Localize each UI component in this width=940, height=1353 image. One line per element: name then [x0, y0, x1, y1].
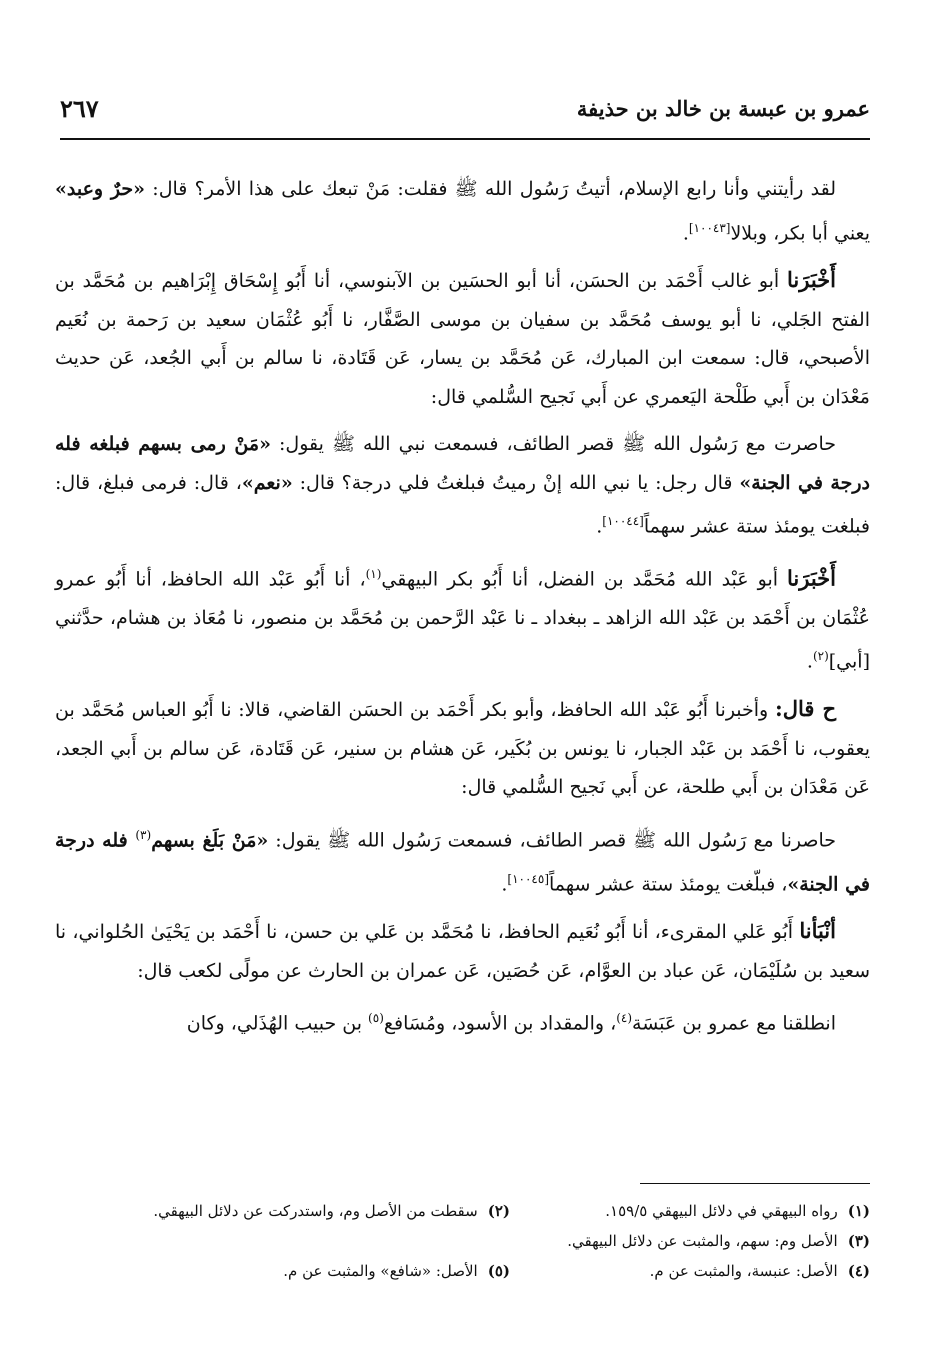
paragraph-6 — [55, 816, 870, 904]
paragraph-end: . — [501, 872, 508, 895]
paragraph-text: ، قال: فرمى فبلغ، قال: فبلغت يومئذ ستة عشر سهماً — [55, 471, 870, 538]
hadith-number: [١٠٠٤٥] — [507, 871, 550, 886]
page-header — [60, 92, 870, 136]
hadith-number: [١٠٠٤٤] — [602, 514, 644, 529]
paragraph-text: أبو غالب أَحْمَد بن الحسَن، أنا أبو الحسَين بن الآبنوسي، أنا أَبُو إِسْحَاق إِبْرَاهيم بن مُحَمَّد بن الفتح الجَلي، نا أبو يوسف مُحَمَّد بن سفيان بن موسى الصَّفَّار، نا أَبُو عُثْمَان سعيد بن رَحمة بن نُعَيم الأصبحي، قال: سمعت ابن المبارك، عَن مُحَمَّد بن يسار، عَن قَتَادة، نا سالم بن أَبي الجُعد، عَن حديث مَعْدَان بن أَبي طَلْحة اليَعمري عن أَبي نَجيح السُّلمي قال: — [55, 270, 870, 408]
paragraph-text: ، والمقداد بن الأسود، ومُسَافع — [383, 1012, 617, 1035]
footnotes — [150, 1196, 870, 1286]
paragraph-text: أَبُو عَلي المقرىء، أنا أَبُو نُعَيم الحافظ، نا مُحَمَّد بن عَلي بن حسن، نا أَحْمَد بن يَحْيَىٰ الحُلواني، نا سعيد بن سُلَيْمَان، عَن عباد بن العوَّام، عَن حُصَين، عَن عمران بن الحارث عن مولًى لكعب قال: — [55, 921, 870, 982]
paragraph-text: يعني أبا بكر، وبلالا — [730, 221, 870, 244]
paragraph-text: بن حبيب الهُذَلي، وكان — [186, 1012, 369, 1035]
isnad-keyword: أَخْبَرَنا — [787, 267, 836, 293]
footnote-text: سقطت من الأصل وم، واستدركت عن دلائل البيهقي. — [153, 1202, 478, 1220]
hadith-quote: «نعم» — [241, 471, 293, 494]
footnote-5 — [150, 1256, 510, 1286]
isnad-keyword: أَخْبَرَنا — [787, 565, 836, 591]
footnote-row — [150, 1256, 870, 1286]
paragraph-text: أبو عَبْد الله مُحَمَّد بن الفضل، أنا أَبُو بكر البيهقي — [381, 568, 788, 591]
paragraph-text: ، أنا أَبُو عَبْد الله الحافظ، أنا أَبُو عمرو عُثْمَان بن أَحْمَد بن عَبْد الله الزاهد ـ ببغداد ـ نا عَبْد الرَّحمن بن مُحَمَّد بن منصور، نا مُعَاذ بن هشام، حدَّثني [أبي] — [55, 568, 870, 673]
isnad-keyword: أنْبَأنا — [799, 918, 836, 944]
footnote-text: الأصل وم: سهم، والمثبت عن دلائل البيهقي. — [567, 1232, 838, 1250]
paragraph-2 — [55, 261, 870, 416]
paragraph-text: وأخبرنا أَبُو عَبْد الله الحافظ، وأبو بكر أَحْمَد بن الحسَن القاضي، قالا: نا أَبُو العباس مُحَمَّد بن يعقوب، نا أَحْمَد بن عَبْد الجبار، نا يونس بن بُكَير، عَن هشام بن سنير، عَن قَتَادة، عَن سالم بن أَبي الجعد، عَن مَعْدَان بن أَبي طلحة، عن أَبي نَجيح السُّلمي قال: — [55, 699, 870, 799]
footnote-3 — [510, 1226, 870, 1256]
paragraph-8 — [55, 999, 870, 1043]
header-rule — [60, 138, 870, 140]
paragraph-text: حاصرت مع رَسُول الله ﷺ قصر الطائف، فسمعت نبي الله ﷺ يقول: — [270, 433, 837, 456]
page-number: ٢٦٧ — [60, 94, 99, 123]
footnote-marker: (٣) — [135, 827, 152, 842]
paragraph-text: حاصرنا مع رَسُول الله ﷺ قصر الطائف، فسمعت رَسُول الله ﷺ يقول: — [268, 829, 837, 852]
paragraph-text: ، فبلّغت يومئذ ستة عشر سهماً — [549, 872, 788, 895]
footnote-text: الأصل: «شافع» والمثبت عن م. — [283, 1262, 478, 1280]
paragraph-end: . — [596, 515, 603, 538]
hadith-quote: «مَنْ رمى بسهم فبلغه فله درجة في الجنة» — [55, 433, 870, 494]
paragraph-5 — [55, 690, 870, 807]
paragraph-4 — [55, 555, 870, 681]
footnote-number: (١) — [847, 1202, 870, 1220]
footnote-2 — [150, 1196, 510, 1226]
footnote-number: (٢) — [487, 1202, 510, 1220]
footnote-row — [150, 1226, 870, 1256]
isnad-keyword: ح قال: — [774, 696, 836, 722]
paragraph-end: . — [806, 650, 813, 673]
footnote-text: رواه البيهقي في دلائل البيهقي ١٥٩/٥. — [605, 1202, 838, 1220]
hadith-quote: «حرٌ وعبد» — [55, 178, 146, 200]
footnote-1 — [510, 1196, 870, 1226]
footnote-row — [150, 1196, 870, 1226]
hadith-quote: فله درجة في الجنة» — [55, 829, 870, 895]
footnote-4 — [510, 1256, 870, 1286]
footnote-number: (٥) — [487, 1262, 510, 1280]
running-title: عمرو بن عبسة بن خالد بن حذيفة — [576, 96, 870, 121]
hadith-number: [١٠٠٤٣] — [688, 220, 731, 235]
footnote-number: (٣) — [847, 1232, 870, 1250]
paragraph-1 — [55, 170, 870, 252]
main-text — [55, 170, 870, 1052]
footnote-number: (٤) — [847, 1262, 870, 1280]
footnote-rule — [640, 1183, 870, 1184]
footnote-marker: (٤) — [616, 1011, 633, 1026]
paragraph-text: انطلقنا مع عمرو بن عَبَسَة — [632, 1012, 836, 1035]
paragraph-text: لقد رأيتني وأنا رابع الإسلام، أتيتُ رَسُول الله ﷺ فقلت: مَنْ تبعك على هذا الأمر؟ قال: — [145, 178, 837, 200]
paragraph-text: قال رجل: يا نبي الله إنْ رميتُ فبلغتُ فلي درجة؟ قال: — [292, 471, 740, 494]
hadith-quote: «مَنْ بَلَغ بسهم — [151, 829, 269, 852]
paragraph-end: . — [682, 221, 689, 244]
footnote-marker: (١) — [365, 567, 382, 582]
paragraph-3 — [55, 425, 870, 546]
paragraph-7 — [55, 912, 870, 990]
footnote-text: الأصل: عنبسة، والمثبت عن م. — [649, 1262, 838, 1280]
footnote-marker: (٢) — [812, 649, 829, 664]
footnote-marker: (٥) — [368, 1011, 384, 1026]
